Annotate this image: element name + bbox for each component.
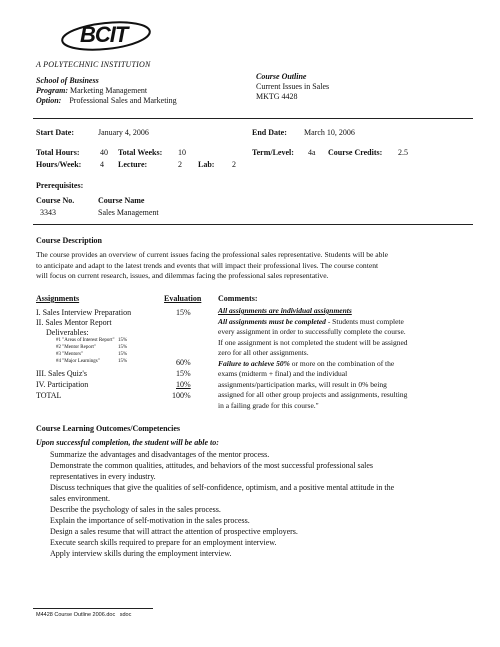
outcome-item: Demonstrate the common qualities, attitudes, and behaviors of the most successful professional sales xyxy=(50,461,374,470)
lab-value: 2 xyxy=(232,160,236,169)
lab-label: Lab: xyxy=(198,160,215,169)
comment-heading: All assignments must be completed xyxy=(218,316,326,326)
end-date-label: End Date: xyxy=(252,128,287,137)
footer-suffix: sdoc xyxy=(119,612,132,618)
program-value: Marketing Management xyxy=(70,86,148,95)
total-hours-label: Total Hours: xyxy=(36,148,80,157)
deliverable-item: #1 "Areas of Interest Report" xyxy=(56,338,115,343)
outcomes-list xyxy=(50,449,480,559)
comment-line xyxy=(218,317,480,328)
deliverable-pct: 15% xyxy=(118,359,128,364)
term-label: Term/Level: xyxy=(252,148,294,157)
comment-line xyxy=(218,359,480,370)
credits-value: 2.5 xyxy=(398,148,408,157)
lecture-value: 2 xyxy=(178,160,182,169)
total-hours-value: 40 xyxy=(100,148,108,157)
comment-fail-bold: Failure to achieve 50% xyxy=(218,358,290,368)
prereq-row-name: Sales Management xyxy=(98,208,159,217)
outcome-item: Explain the importance of self-motivation in the sales process. xyxy=(50,516,250,525)
option-value: Professional Sales and Marketing xyxy=(69,96,177,105)
logo-text: BCIT xyxy=(80,22,128,47)
assignment-row: I. Sales Interview Preparation xyxy=(36,308,132,317)
deliverable-item: #2 "Mentor Report" xyxy=(56,345,96,350)
hours-week-label: Hours/Week: xyxy=(36,160,82,169)
deliverable-pct: 15% xyxy=(118,352,128,357)
option-row xyxy=(36,96,177,106)
description-heading: Course Description xyxy=(36,236,102,245)
course-title: Current Issues in Sales xyxy=(256,82,330,91)
outcome-item: Design a sales resume that will attract the attention of prospective employers. xyxy=(50,527,298,536)
program-row xyxy=(36,86,147,96)
outline-label: Course Outline xyxy=(256,72,307,81)
comment-heading: All assignments are individual assignments xyxy=(218,306,352,315)
assignment-row: III. Sales Quiz's xyxy=(36,369,87,378)
outcome-item: Execute search skills required to prepare for an employment interview. xyxy=(50,538,277,547)
deliverable-item: #3 "Mentors" xyxy=(56,352,83,357)
total-weeks-label: Total Weeks: xyxy=(118,148,163,157)
header-divider xyxy=(33,118,473,119)
assignment-row: TOTAL xyxy=(36,391,62,400)
footer-filename: M4428 Course Outline 2006.doc xyxy=(36,612,116,618)
course-code: MKTG 4428 xyxy=(256,92,298,101)
description-text xyxy=(36,250,476,282)
comment-line: assigned for all other group projects and assignments, resulting xyxy=(218,390,408,399)
end-date-value: March 10, 2006 xyxy=(304,128,355,137)
outcome-item: Summarize the advantages and disadvantages of the mentor process. xyxy=(50,450,270,459)
comment-line: zero for all other assignments. xyxy=(218,348,309,357)
footer-divider xyxy=(33,608,153,609)
comment-line: exams (midterm + final) and the individual xyxy=(218,369,348,378)
outcomes-heading: Course Learning Outcomes/Competencies xyxy=(36,424,180,433)
option-label: Option: xyxy=(36,96,62,105)
description-line: to anticipate and adapt to the latest trends and events that will impact their professional lives. The course content xyxy=(36,260,379,270)
bcit-logo xyxy=(58,18,158,54)
prereq-divider xyxy=(33,224,473,225)
institution-tagline: A POLYTECHNIC INSTITUTION xyxy=(36,60,151,69)
assignments-col-header: Assignments xyxy=(36,294,80,303)
start-date-value: January 4, 2006 xyxy=(98,128,149,137)
school-name: School of Business xyxy=(36,76,99,85)
evaluation-col-header: Evaluation xyxy=(164,294,202,303)
assignment-eval: 15% xyxy=(176,369,191,378)
term-value: 4a xyxy=(308,148,316,157)
assignment-row: IV. Participation xyxy=(36,380,89,389)
program-label: Program: xyxy=(36,86,68,95)
comment-line: in a failing grade for this course." xyxy=(218,400,319,410)
comment-line: If one assignment is not completed the student will be assigned xyxy=(218,337,408,347)
assignment-row: II. Sales Mentor Report xyxy=(36,318,112,327)
description-line: will focus on current research, issues, and dilemmas facing the professional sales representative. xyxy=(36,271,329,280)
deliverable-pct: 15% xyxy=(118,345,128,350)
outcomes-intro: Upon successful completion, the student will be able to: xyxy=(36,438,219,447)
description-line: The course provides an overview of current issues facing the professional sales representative. Students will be able xyxy=(36,250,388,259)
lecture-label: Lecture: xyxy=(118,160,148,169)
comments-block xyxy=(218,306,480,411)
comment-text: - Students must complete xyxy=(327,316,404,326)
assignment-eval: 10% xyxy=(176,380,191,389)
total-weeks-value: 10 xyxy=(178,148,186,157)
footer-file xyxy=(36,612,131,618)
outcome-item: Describe the psychology of sales in the sales process. xyxy=(50,505,221,514)
assignment-eval: 100% xyxy=(172,391,191,400)
outcome-item: sales environment. xyxy=(50,494,110,503)
hours-week-value: 4 xyxy=(100,160,104,169)
outcome-item: representatives in every industry. xyxy=(50,472,156,481)
deliverable-item: #4 "Major Learnings" xyxy=(56,359,100,364)
start-date-label: Start Date: xyxy=(36,128,74,137)
comment-line: every assignment in order to successfully complete the course. xyxy=(218,327,406,336)
assignment-eval: 15% xyxy=(176,308,191,317)
deliverable-pct: 15% xyxy=(118,338,128,343)
comment-line: assignments/participation marks, will result in 0% being xyxy=(218,379,387,389)
prereq-col-name: Course Name xyxy=(98,196,145,205)
comments-col-header: Comments: xyxy=(218,294,258,303)
mentor-total-value: 60% xyxy=(176,358,191,367)
credits-label: Course Credits: xyxy=(328,148,383,157)
comment-fail-text: or more on the combination of the xyxy=(291,358,395,368)
outcome-item: Apply interview skills during the employment interview. xyxy=(50,549,232,558)
outcome-item: Discuss techniques that give the qualities of self-confidence, optimism, and a positive mental attitude in the xyxy=(50,483,395,492)
prereq-heading: Prerequisites: xyxy=(36,181,84,190)
prereq-col-no: Course No. xyxy=(36,196,75,205)
prereq-row-no: 3343 xyxy=(40,208,56,217)
assignment-row: Deliverables: xyxy=(46,328,89,337)
